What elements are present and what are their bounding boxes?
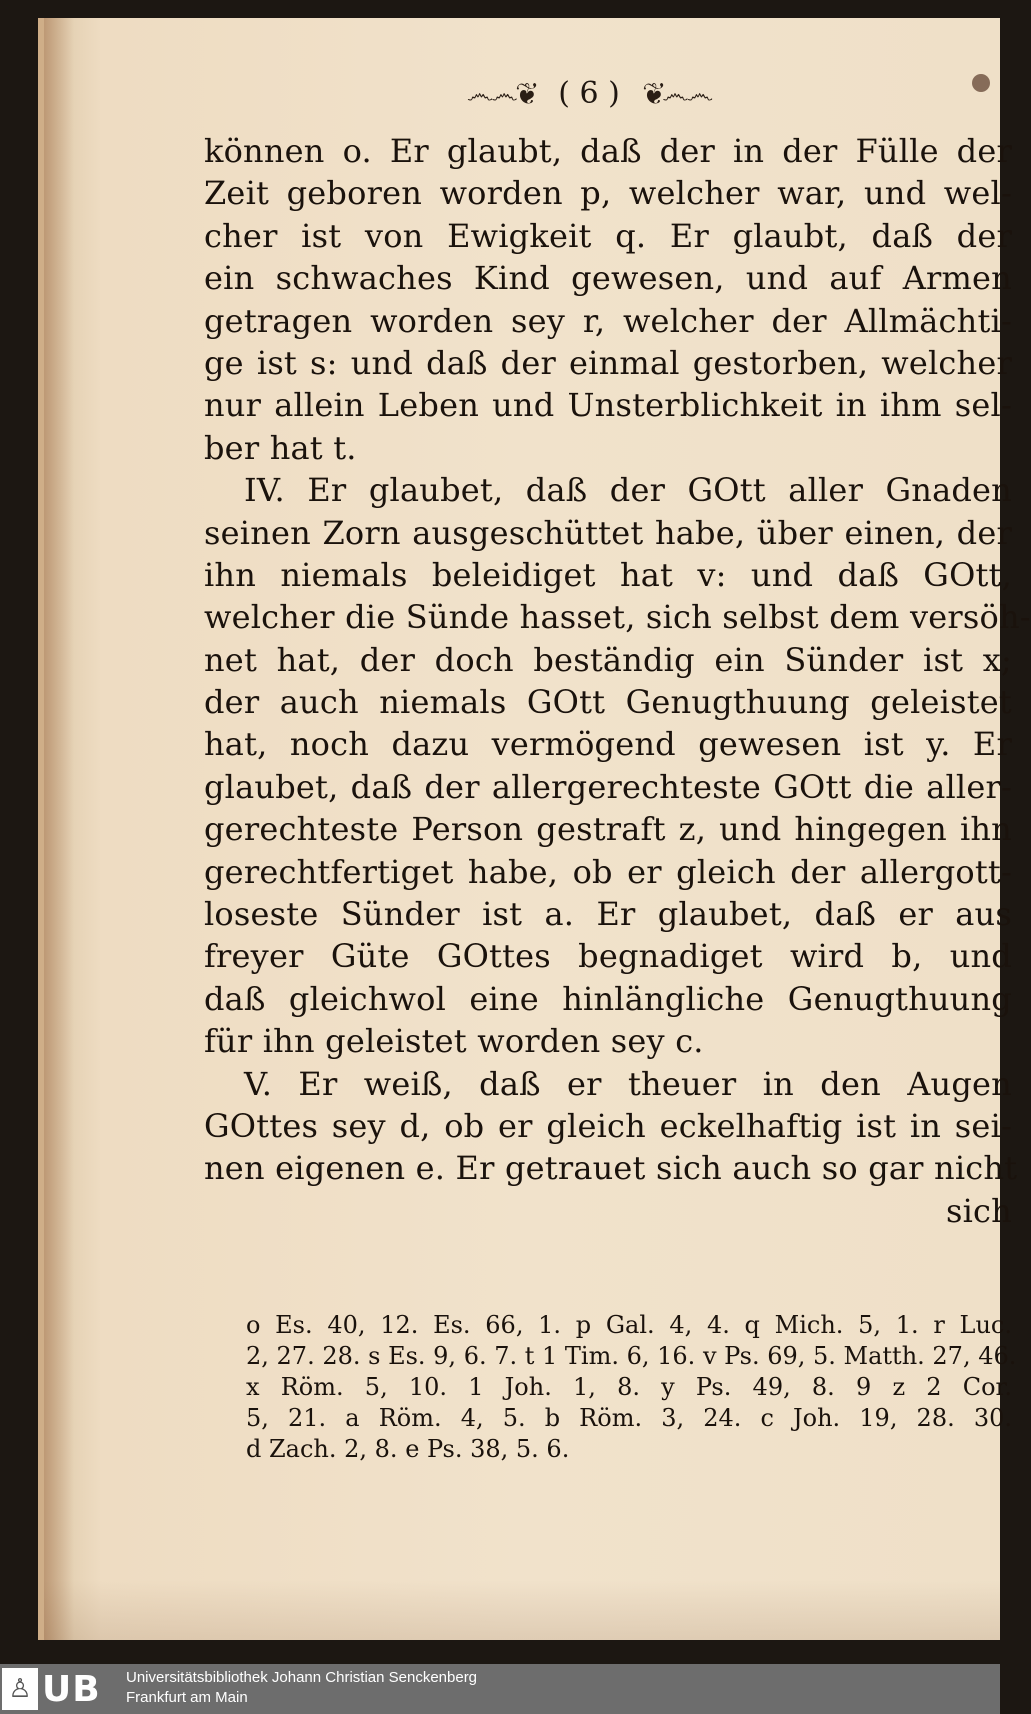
ornament-right: ❦෴෴ (642, 76, 712, 110)
text-line: glaubet, daß der allergerechteste GOtt die aller- (204, 767, 1012, 806)
text-line: loseste Sünder ist a. Er glaubet, daß er aus (204, 895, 1012, 934)
text-line: nur allein Leben und Unsterblichkeit in ihm sel- (204, 386, 1012, 425)
book-page (38, 18, 1031, 1640)
text-line: nen eigenen e. Er getrauet sich auch so gar nicht (204, 1149, 1018, 1188)
text-line: der auch niemals GOtt Genugthuung geleistet (204, 683, 1012, 722)
text-line: getragen worden sey r, welcher der Allmächti- (204, 301, 1012, 340)
footnotes (246, 1310, 1017, 1465)
text-line: ber hat t. (204, 428, 357, 467)
text-line: IV. Er glaubet, daß der GOtt aller Gnaden (244, 471, 1012, 510)
library-logo[interactable] (2, 1667, 101, 1711)
logo-text: UB (42, 1668, 101, 1710)
text-line: freyer Güte GOttes begnadiget wird b, und (204, 937, 1012, 976)
page-edge-shadow (44, 1580, 1000, 1640)
text-line: V. Er weiß, daß er theuer in den Augen (244, 1064, 1012, 1103)
main-text (204, 130, 1031, 1232)
text-line: hat, noch dazu vermögend gewesen ist y. Er (204, 725, 1012, 764)
text-line: ge ist s: und daß der einmal gestorben, welcher (204, 343, 1012, 382)
ornament-left: ෴෴❦ (466, 76, 536, 110)
text-line: ihn niemals beleidiget hat v: und daß GOtt, (204, 555, 1012, 594)
text-line: net hat, der doch beständig ein Sünder ist x; (204, 640, 1012, 679)
text-line: cher ist von Ewigkeit q. Er glaubt, daß der (204, 216, 1012, 255)
text-line: daß gleichwol eine hinlängliche Genugthuung (204, 979, 1012, 1018)
catchword: sich (946, 1191, 1012, 1230)
footnote-line: x Röm. 5, 10. 1 Joh. 1, 8. y Ps. 49, 8. 9 z 2 Cor. (246, 1373, 1012, 1401)
text-line: GOttes sey d, ob er gleich eckelhaftig ist in sei- (204, 1106, 1012, 1145)
text-line: ein schwaches Kind gewesen, und auf Armen (204, 259, 1012, 298)
library-credit (126, 1668, 477, 1708)
library-footer-bar (0, 1664, 1000, 1714)
page-header (374, 76, 804, 116)
text-line: können o. Er glaubt, daß der in der Fülle der (204, 132, 1012, 170)
institution-name: Universitätsbibliothek Johann Christian Senckenberg (126, 1669, 478, 1686)
institution-city: Frankfurt am Main (126, 1689, 248, 1706)
page-stain (972, 74, 990, 92)
footnote-line: d Zach. 2, 8. e Ps. 38, 5. 6. (246, 1435, 570, 1463)
text-line: für ihn geleistet worden sey c. (204, 1022, 704, 1061)
footnote-line: 5, 21. a Röm. 4, 5. b Röm. 3, 24. c Joh. 19, 28. 30. (246, 1404, 1012, 1432)
text-line: seinen Zorn ausgeschüttet habe, über einen, der (204, 513, 1012, 552)
page-number: ( 6 ) (558, 76, 620, 111)
footnote-line: 2, 27. 28. s Es. 9, 6. 7. t 1 Tim. 6, 16. v Ps. 69, 5. Matth. 27, 46. (246, 1342, 1017, 1370)
footnote-line: o Es. 40, 12. Es. 66, 1. p Gal. 4, 4. q Mich. 5, 1. r Luc. (246, 1311, 1012, 1339)
text-line: welcher die Sünde hasset, sich selbst dem versöh- (204, 598, 1031, 637)
bust-icon: ♙ (2, 1668, 38, 1710)
text-line: gerechtfertiget habe, ob er gleich der allergott- (204, 852, 1012, 891)
text-line: gerechteste Person gestraft z, und hingegen ihn (204, 810, 1012, 849)
text-line: Zeit geboren worden p, welcher war, und wel- (204, 174, 1012, 213)
